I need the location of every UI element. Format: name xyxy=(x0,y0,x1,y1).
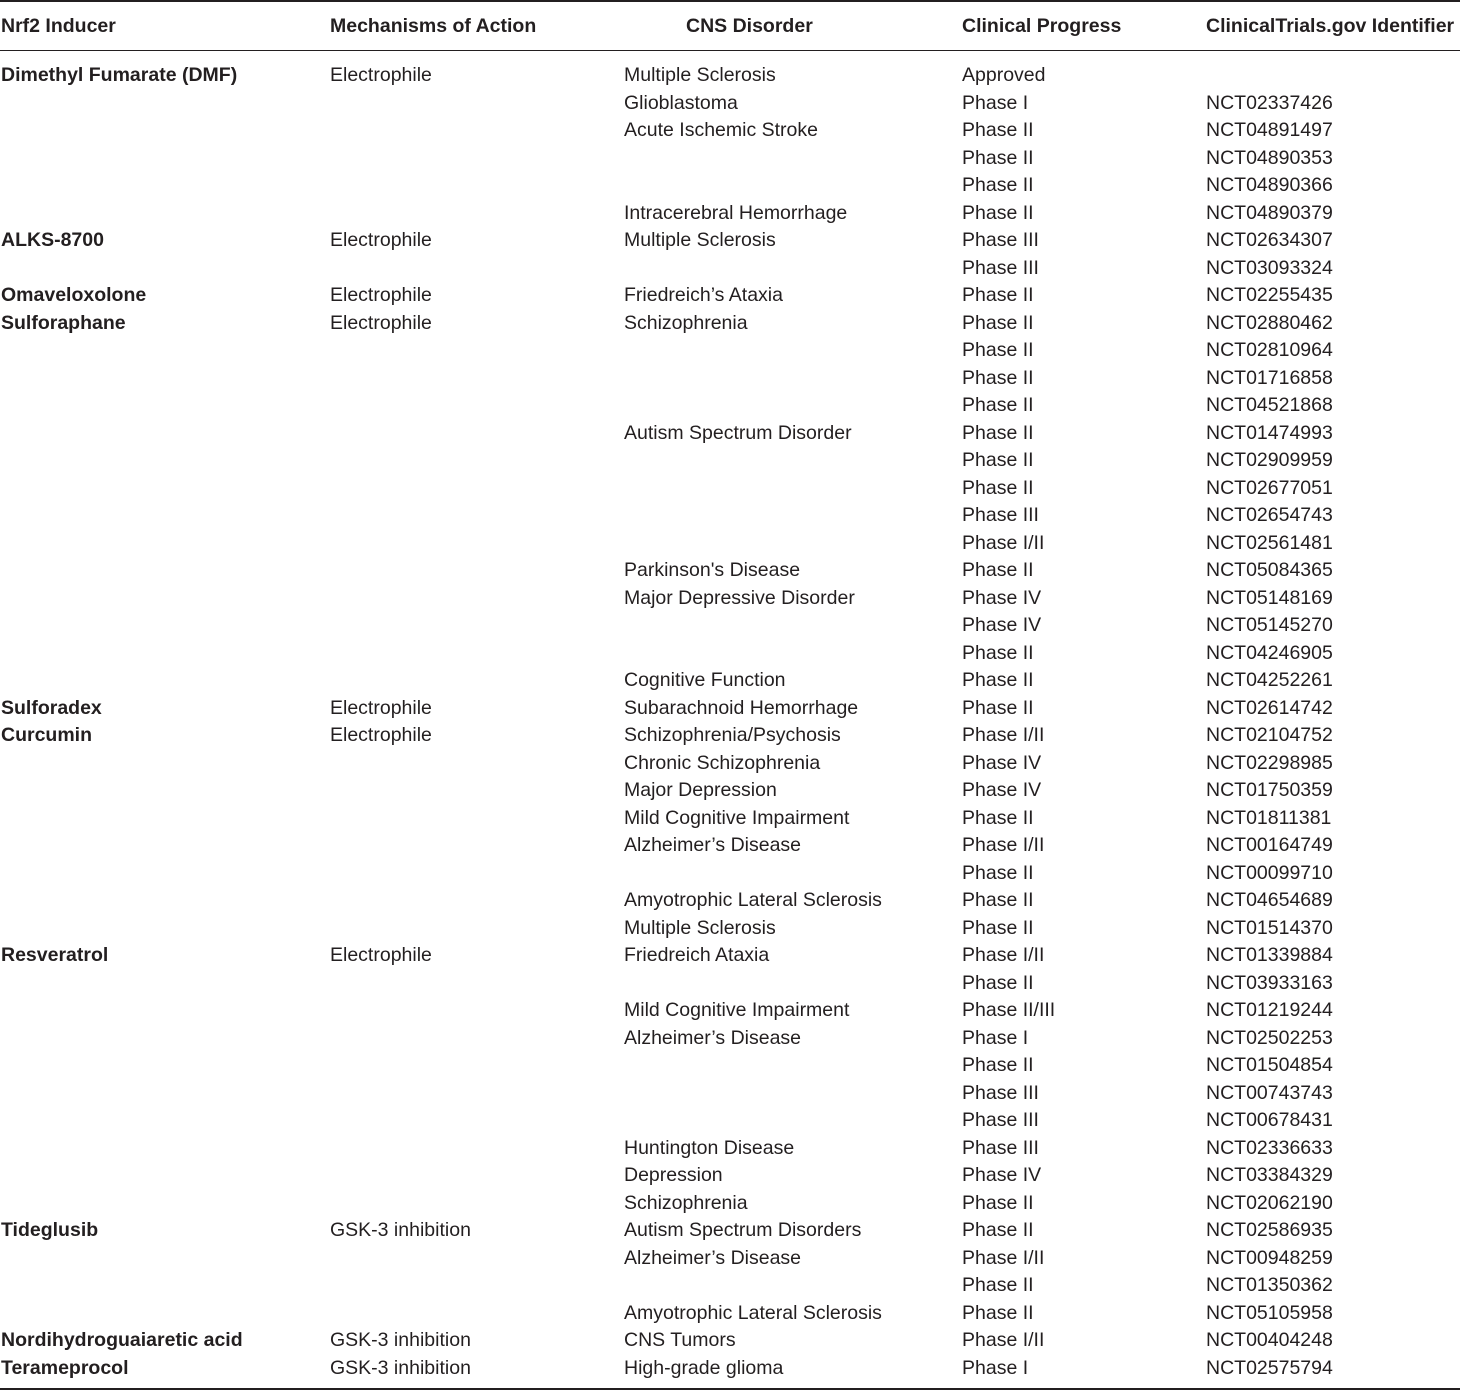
cell-cns-disorder: Alzheimer’s Disease xyxy=(624,834,802,856)
table-row xyxy=(0,1162,1460,1190)
cell-identifier: NCT01219244 xyxy=(1206,999,1333,1021)
cell-identifier: NCT04890353 xyxy=(1206,146,1333,169)
table-row xyxy=(0,722,1460,750)
cell-clinical-progress: Phase III xyxy=(962,504,1039,526)
cell-identifier: NCT01716858 xyxy=(1206,366,1333,389)
cell-cns-disorder: Friedreich Ataxia xyxy=(624,944,770,966)
header-clinical-progress: Clinical Progress xyxy=(962,15,1122,37)
table-row xyxy=(0,1052,1460,1080)
cell-cns-disorder: Multiple Sclerosis xyxy=(624,229,776,251)
header-nrf2-inducer: Nrf2 Inducer xyxy=(1,15,116,37)
cell-identifier: NCT03933163 xyxy=(1206,971,1333,994)
cell-identifier: NCT02634307 xyxy=(1206,229,1333,251)
table-row xyxy=(0,255,1460,283)
table-row xyxy=(0,1217,1460,1245)
table-row xyxy=(0,282,1460,310)
cell-identifier: NCT01811381 xyxy=(1206,806,1332,829)
table-row xyxy=(0,200,1460,228)
cell-cns-disorder: Autism Spectrum Disorders xyxy=(624,1219,862,1241)
cell-clinical-progress: Phase IV xyxy=(962,779,1042,801)
table-row xyxy=(0,832,1460,860)
cell-cns-disorder: Alzheimer’s Disease xyxy=(624,1026,802,1049)
cell-identifier: NCT00678431 xyxy=(1206,1109,1333,1131)
cell-mechanism: Electrophile xyxy=(330,944,432,966)
cell-clinical-progress: Phase II xyxy=(962,1274,1034,1296)
cell-cns-disorder: Multiple Sclerosis xyxy=(624,64,776,86)
cell-cns-disorder: Schizophrenia xyxy=(624,311,748,334)
table-row xyxy=(0,942,1460,970)
cell-clinical-progress: Phase II xyxy=(962,201,1034,224)
cell-clinical-progress: Phase II xyxy=(962,641,1034,664)
table-row xyxy=(0,475,1460,503)
cell-cns-disorder: Major Depression xyxy=(624,779,777,801)
cell-identifier: NCT02336633 xyxy=(1206,1136,1333,1159)
table-row xyxy=(0,447,1460,475)
cell-clinical-progress: Phase I/II xyxy=(962,724,1045,746)
cell-identifier: NCT05084365 xyxy=(1206,559,1333,581)
cell-identifier: NCT02677051 xyxy=(1206,476,1333,499)
cell-clinical-progress: Phase II xyxy=(962,339,1034,361)
cell-cns-disorder: Major Depressive Disorder xyxy=(624,586,855,609)
table-row xyxy=(0,887,1460,915)
cell-identifier: NCT05145270 xyxy=(1206,614,1333,636)
table-row xyxy=(0,62,1460,90)
cell-identifier: NCT05105958 xyxy=(1206,1301,1333,1324)
table-row xyxy=(0,1245,1460,1273)
table-row xyxy=(0,365,1460,393)
cell-identifier: NCT02586935 xyxy=(1206,1219,1333,1241)
cell-mechanism: Electrophile xyxy=(330,724,432,746)
cell-nrf2-inducer: Resveratrol xyxy=(1,944,109,966)
cell-identifier: NCT00099710 xyxy=(1206,861,1333,884)
table-row xyxy=(0,667,1460,695)
cell-identifier: NCT04890379 xyxy=(1206,201,1333,224)
cell-cns-disorder: Amyotrophic Lateral Sclerosis xyxy=(624,1301,882,1324)
cell-cns-disorder: Parkinson's Disease xyxy=(624,559,801,581)
table-row xyxy=(0,1355,1460,1383)
cell-cns-disorder: Friedreich’s Ataxia xyxy=(624,284,783,306)
cell-clinical-progress: Phase II xyxy=(962,311,1034,334)
table-row xyxy=(0,1190,1460,1218)
header-mechanism: Mechanisms of Action xyxy=(330,15,537,37)
cell-cns-disorder: Multiple Sclerosis xyxy=(624,916,776,939)
cell-identifier: NCT02337426 xyxy=(1206,91,1333,114)
cell-mechanism: Electrophile xyxy=(330,696,432,719)
cell-identifier: NCT02298985 xyxy=(1206,751,1333,774)
header-cns-disorder: CNS Disorder xyxy=(686,15,813,37)
cell-cns-disorder: Chronic Schizophrenia xyxy=(624,751,821,774)
cell-clinical-progress: Phase I/II xyxy=(962,531,1045,554)
cell-clinical-progress: Phase II xyxy=(962,449,1034,471)
cell-clinical-progress: Phase II xyxy=(962,1301,1034,1324)
table-row xyxy=(0,1080,1460,1108)
cell-cns-disorder: High-grade glioma xyxy=(624,1356,784,1379)
cell-identifier: NCT04654689 xyxy=(1206,889,1333,911)
cell-mechanism: GSK-3 inhibition xyxy=(330,1219,471,1241)
cell-cns-disorder: Cognitive Function xyxy=(624,669,786,691)
table-bottom-rule xyxy=(0,1388,1460,1390)
cell-clinical-progress: Phase I xyxy=(962,91,1029,114)
cell-mechanism: Electrophile xyxy=(330,311,432,334)
table-row xyxy=(0,227,1460,255)
cell-clinical-progress: Phase I/II xyxy=(962,944,1045,966)
cell-cns-disorder: Depression xyxy=(624,1164,723,1186)
cell-clinical-progress: Phase IV xyxy=(962,586,1042,609)
cell-clinical-progress: Phase II xyxy=(962,1054,1034,1076)
cell-clinical-progress: Phase I xyxy=(962,1356,1029,1379)
cell-clinical-progress: Phase II xyxy=(962,696,1034,719)
table-row xyxy=(0,915,1460,943)
cell-cns-disorder: Mild Cognitive Impairment xyxy=(624,806,850,829)
cell-identifier: NCT01339884 xyxy=(1206,944,1333,966)
cell-identifier: NCT02502253 xyxy=(1206,1026,1333,1049)
cell-cns-disorder: Intracerebral Hemorrhage xyxy=(624,201,848,224)
table-row xyxy=(0,145,1460,173)
cell-nrf2-inducer: Dimethyl Fumarate (DMF) xyxy=(1,64,238,86)
table-row xyxy=(0,1272,1460,1300)
cell-clinical-progress: Phase II xyxy=(962,861,1034,884)
cell-nrf2-inducer: ALKS-8700 xyxy=(1,229,104,251)
cell-clinical-progress: Phase III xyxy=(962,1136,1039,1159)
cell-identifier: NCT04252261 xyxy=(1206,669,1333,691)
cell-cns-disorder: Subarachnoid Hemorrhage xyxy=(624,696,859,719)
table-row xyxy=(0,1135,1460,1163)
cell-nrf2-inducer: Sulforadex xyxy=(1,696,102,719)
cell-clinical-progress: Phase III xyxy=(962,256,1039,279)
cell-clinical-progress: Phase I/II xyxy=(962,1246,1045,1269)
cell-identifier: NCT04521868 xyxy=(1206,394,1333,416)
cell-clinical-progress: Phase II xyxy=(962,916,1034,939)
cell-clinical-progress: Phase IV xyxy=(962,614,1042,636)
cell-mechanism: Electrophile xyxy=(330,284,432,306)
cell-mechanism: Electrophile xyxy=(330,229,432,251)
cell-cns-disorder: Amyotrophic Lateral Sclerosis xyxy=(624,889,882,911)
cell-clinical-progress: Phase IV xyxy=(962,1164,1042,1186)
cell-nrf2-inducer: Nordihydroguaiaretic acid xyxy=(1,1329,243,1351)
cell-identifier: NCT01514370 xyxy=(1206,916,1333,939)
table-row xyxy=(0,805,1460,833)
cell-clinical-progress: Phase II xyxy=(962,174,1034,196)
cell-cns-disorder: Autism Spectrum Disorder xyxy=(624,421,852,444)
table-row xyxy=(0,777,1460,805)
cell-clinical-progress: Phase II xyxy=(962,119,1034,141)
cell-identifier: NCT02810964 xyxy=(1206,339,1333,361)
cell-clinical-progress: Phase II xyxy=(962,971,1034,994)
table-row xyxy=(0,640,1460,668)
table-row xyxy=(0,337,1460,365)
table-row xyxy=(0,310,1460,338)
table-row xyxy=(0,750,1460,778)
cell-mechanism: GSK-3 inhibition xyxy=(330,1356,471,1379)
table-row xyxy=(0,530,1460,558)
cell-clinical-progress: Phase II xyxy=(962,394,1034,416)
cell-clinical-progress: Phase II xyxy=(962,366,1034,389)
cell-clinical-progress: Phase II xyxy=(962,146,1034,169)
cell-nrf2-inducer: Sulforaphane xyxy=(1,311,126,334)
cell-identifier: NCT02909959 xyxy=(1206,449,1333,471)
cell-cns-disorder: CNS Tumors xyxy=(624,1329,736,1351)
cell-identifier: NCT00404248 xyxy=(1206,1329,1333,1351)
cell-mechanism: Electrophile xyxy=(330,64,432,86)
cell-identifier: NCT00164749 xyxy=(1206,834,1333,856)
cell-identifier: NCT01350362 xyxy=(1206,1274,1333,1296)
table-row xyxy=(0,1300,1460,1328)
cell-nrf2-inducer: Terameprocol xyxy=(1,1356,129,1379)
cell-identifier: NCT02614742 xyxy=(1206,696,1333,719)
table-row xyxy=(0,172,1460,200)
cell-clinical-progress: Phase III xyxy=(962,1109,1039,1131)
cell-identifier: NCT02575794 xyxy=(1206,1356,1333,1379)
cell-cns-disorder: Schizophrenia/Psychosis xyxy=(624,724,841,746)
table-header-rule xyxy=(0,50,1460,51)
cell-mechanism: GSK-3 inhibition xyxy=(330,1329,471,1351)
cell-identifier: NCT02880462 xyxy=(1206,311,1333,334)
table-row xyxy=(0,695,1460,723)
cell-identifier: NCT01504854 xyxy=(1206,1054,1333,1076)
cell-clinical-progress: Phase II xyxy=(962,559,1034,581)
table-row xyxy=(0,970,1460,998)
table-row xyxy=(0,997,1460,1025)
cell-identifier: NCT03093324 xyxy=(1206,256,1333,279)
cell-clinical-progress: Phase I/II xyxy=(962,1329,1045,1351)
cell-identifier: NCT00948259 xyxy=(1206,1246,1333,1269)
table-row xyxy=(0,1327,1460,1355)
cell-clinical-progress: Phase II xyxy=(962,421,1034,444)
cell-cns-disorder: Alzheimer’s Disease xyxy=(624,1246,802,1269)
cell-clinical-progress: Phase II xyxy=(962,476,1034,499)
table-row xyxy=(0,557,1460,585)
cell-nrf2-inducer: Curcumin xyxy=(1,724,93,746)
cell-identifier: NCT02561481 xyxy=(1206,531,1333,554)
cell-identifier: NCT02104752 xyxy=(1206,724,1333,746)
cell-clinical-progress: Phase II xyxy=(962,284,1034,306)
table-row xyxy=(0,420,1460,448)
cell-clinical-progress: Phase II xyxy=(962,1219,1034,1241)
table-row xyxy=(0,1107,1460,1135)
header-identifier: ClinicalTrials.gov Identifier xyxy=(1206,15,1455,37)
table-row xyxy=(0,392,1460,420)
table-row xyxy=(0,117,1460,145)
cell-clinical-progress: Phase III xyxy=(962,1081,1039,1104)
cell-clinical-progress: Phase I/II xyxy=(962,834,1045,856)
cell-identifier: NCT03384329 xyxy=(1206,1164,1333,1186)
table-header-row xyxy=(0,2,1460,50)
cell-identifier: NCT05148169 xyxy=(1206,586,1333,609)
table-row xyxy=(0,1025,1460,1053)
cell-clinical-progress: Phase II/III xyxy=(962,999,1056,1021)
cell-clinical-progress: Phase II xyxy=(962,669,1034,691)
cell-cns-disorder: Glioblastoma xyxy=(624,91,738,114)
table-body xyxy=(0,62,1460,1382)
cell-identifier: NCT04246905 xyxy=(1206,641,1333,664)
cell-cns-disorder: Schizophrenia xyxy=(624,1191,748,1214)
cell-cns-disorder: Acute Ischemic Stroke xyxy=(624,119,818,141)
cell-clinical-progress: Phase II xyxy=(962,806,1034,829)
table-row xyxy=(0,612,1460,640)
cell-identifier: NCT00743743 xyxy=(1206,1081,1333,1104)
cell-identifier: NCT01750359 xyxy=(1206,779,1333,801)
cell-clinical-progress: Phase III xyxy=(962,229,1039,251)
cell-cns-disorder: Huntington Disease xyxy=(624,1136,795,1159)
cell-clinical-progress: Phase II xyxy=(962,1191,1034,1214)
cell-identifier: NCT01474993 xyxy=(1206,421,1333,444)
cell-clinical-progress: Phase II xyxy=(962,889,1034,911)
cell-clinical-progress: Approved xyxy=(962,64,1046,86)
cell-nrf2-inducer: Tideglusib xyxy=(1,1219,99,1241)
cell-identifier: NCT04890366 xyxy=(1206,174,1333,196)
cell-clinical-progress: Phase IV xyxy=(962,751,1042,774)
cell-identifier: NCT02062190 xyxy=(1206,1191,1333,1214)
cell-identifier: NCT04891497 xyxy=(1206,119,1333,141)
table-row xyxy=(0,860,1460,888)
cell-cns-disorder: Mild Cognitive Impairment xyxy=(624,999,850,1021)
table-row xyxy=(0,90,1460,118)
cell-nrf2-inducer: Omaveloxolone xyxy=(1,284,147,306)
cell-identifier: NCT02255435 xyxy=(1206,284,1333,306)
cell-identifier: NCT02654743 xyxy=(1206,504,1333,526)
cell-clinical-progress: Phase I xyxy=(962,1026,1029,1049)
table-row xyxy=(0,585,1460,613)
table-row xyxy=(0,502,1460,530)
